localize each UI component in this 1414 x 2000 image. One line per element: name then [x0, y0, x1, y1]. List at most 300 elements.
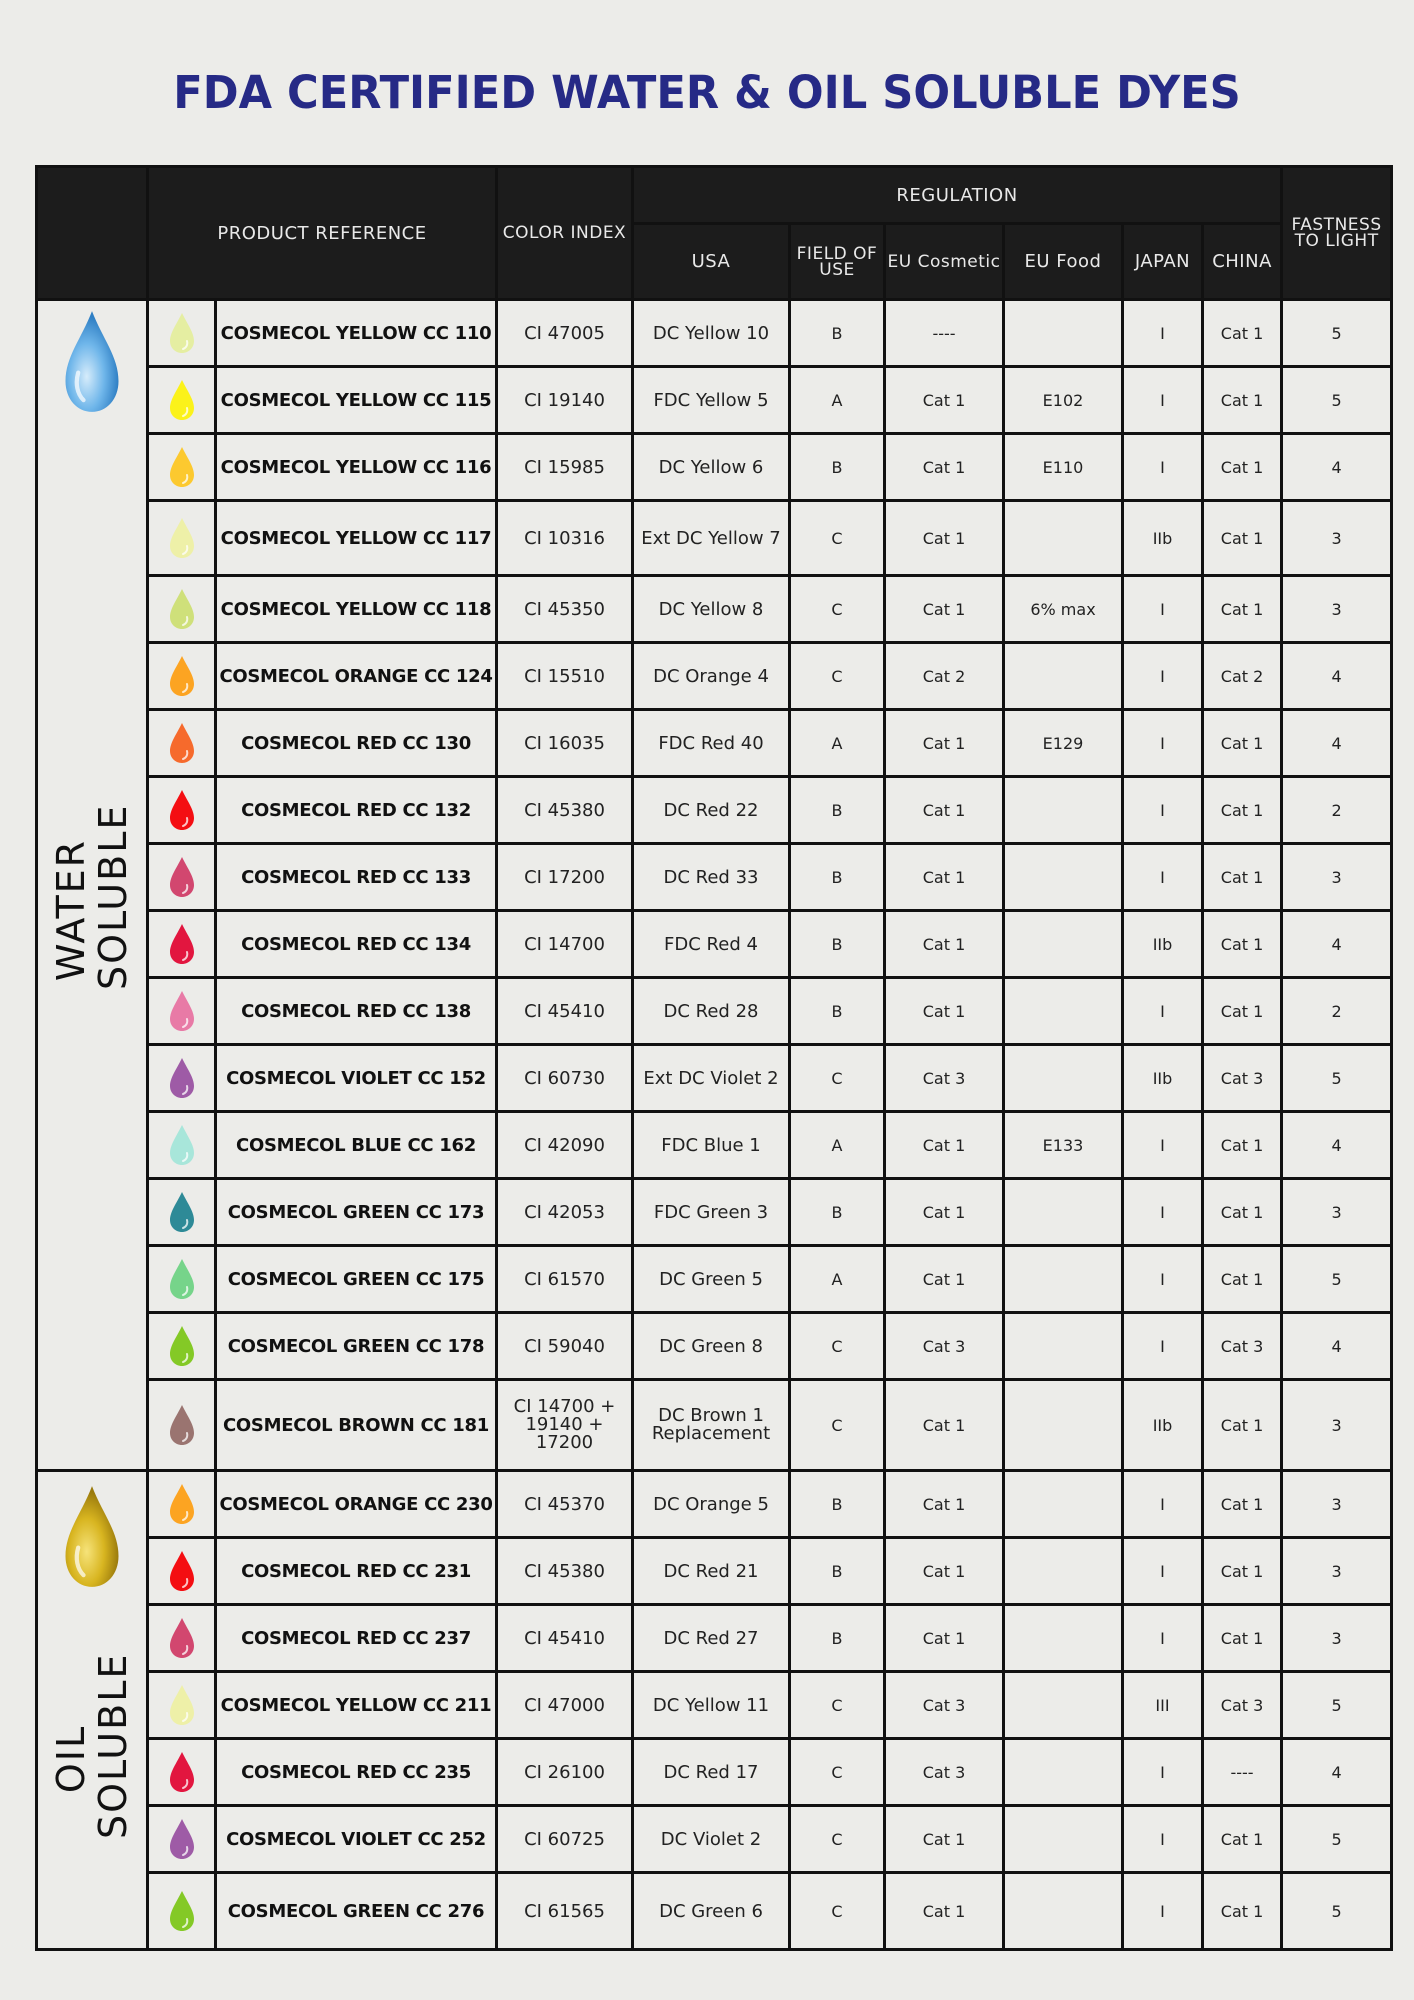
fastness-to-light: 4: [1282, 1313, 1392, 1380]
field-of-use: C: [790, 501, 885, 576]
china: Cat 3: [1203, 1313, 1282, 1380]
japan: I: [1123, 1313, 1203, 1380]
fastness-to-light: 5: [1282, 1246, 1392, 1313]
china: Cat 1: [1203, 576, 1282, 643]
usa-name: DC Yellow 6: [633, 434, 790, 501]
color-swatch-cell: [148, 777, 216, 844]
usa-name: FDC Blue 1: [633, 1112, 790, 1179]
japan: I: [1123, 844, 1203, 911]
eu-food: [1004, 300, 1123, 367]
china: Cat 1: [1203, 911, 1282, 978]
header-eu-food: EU Food: [1004, 224, 1123, 300]
field-of-use: C: [790, 1672, 885, 1739]
eu-cosmetic: Cat 3: [885, 1672, 1004, 1739]
color-swatch-cell: [148, 1313, 216, 1380]
eu-cosmetic: Cat 1: [885, 1538, 1004, 1605]
eu-food: [1004, 1179, 1123, 1246]
field-of-use: B: [790, 777, 885, 844]
water-soluble-label: WATER SOLUBLE: [49, 803, 135, 990]
color-drop-icon: [149, 1616, 214, 1660]
table-row: [37, 1739, 1392, 1806]
header-blank: [37, 167, 148, 300]
eu-cosmetic: ----: [885, 300, 1004, 367]
table-row: [37, 1380, 1392, 1471]
eu-cosmetic: Cat 1: [885, 777, 1004, 844]
color-swatch-cell: [148, 1179, 216, 1246]
product-name: COSMECOL RED CC 231: [216, 1538, 497, 1605]
china: Cat 3: [1203, 1672, 1282, 1739]
color-drop-icon: [149, 1123, 214, 1167]
eu-food: [1004, 1246, 1123, 1313]
color-swatch-cell: [148, 643, 216, 710]
usa-name: DC Red 33: [633, 844, 790, 911]
usa-name: Ext DC Yellow 7: [633, 501, 790, 576]
china: Cat 1: [1203, 1605, 1282, 1672]
eu-food: [1004, 1806, 1123, 1873]
table-row: [37, 501, 1392, 576]
field-of-use: B: [790, 1538, 885, 1605]
japan: I: [1123, 434, 1203, 501]
table-row: [37, 643, 1392, 710]
color-swatch-cell: [148, 1380, 216, 1471]
china: Cat 2: [1203, 643, 1282, 710]
eu-food: E129: [1004, 710, 1123, 777]
fastness-to-light: 4: [1282, 1739, 1392, 1806]
usa-name: DC Brown 1 Replacement: [633, 1380, 790, 1471]
color-drop-icon: [149, 1257, 214, 1301]
japan: I: [1123, 1112, 1203, 1179]
color-index: CI 15985: [497, 434, 633, 501]
japan: IIb: [1123, 1045, 1203, 1112]
header-field-of-use: FIELD OF USE: [790, 224, 885, 300]
field-of-use: B: [790, 844, 885, 911]
color-drop-icon: [149, 445, 214, 489]
product-name: COSMECOL BLUE CC 162: [216, 1112, 497, 1179]
product-name: COSMECOL ORANGE CC 230: [216, 1471, 497, 1538]
usa-name: Ext DC Violet 2: [633, 1045, 790, 1112]
color-swatch-cell: [148, 576, 216, 643]
fastness-to-light: 5: [1282, 300, 1392, 367]
page-title: FDA CERTIFIED WATER & OIL SOLUBLE DYES: [173, 66, 1241, 119]
field-of-use: C: [790, 1045, 885, 1112]
usa-name: FDC Green 3: [633, 1179, 790, 1246]
color-swatch-cell: [148, 367, 216, 434]
color-drop-icon: [149, 922, 214, 966]
product-name: COSMECOL RED CC 237: [216, 1605, 497, 1672]
color-index: CI 47000: [497, 1672, 633, 1739]
eu-food: [1004, 1538, 1123, 1605]
china: Cat 1: [1203, 1806, 1282, 1873]
japan: I: [1123, 576, 1203, 643]
color-swatch-cell: [148, 434, 216, 501]
table-row: [37, 367, 1392, 434]
color-drop-icon: [149, 378, 214, 422]
color-index: CI 42090: [497, 1112, 633, 1179]
china: Cat 1: [1203, 1538, 1282, 1605]
usa-name: DC Red 27: [633, 1605, 790, 1672]
eu-cosmetic: Cat 1: [885, 367, 1004, 434]
fastness-to-light: 3: [1282, 501, 1392, 576]
eu-cosmetic: Cat 1: [885, 1806, 1004, 1873]
field-of-use: C: [790, 1806, 885, 1873]
eu-food: [1004, 844, 1123, 911]
fastness-to-light: 4: [1282, 1112, 1392, 1179]
product-name: COSMECOL RED CC 132: [216, 777, 497, 844]
china: Cat 1: [1203, 777, 1282, 844]
color-swatch-cell: [148, 501, 216, 576]
color-drop-icon: [149, 587, 214, 631]
eu-food: [1004, 978, 1123, 1045]
japan: I: [1123, 1179, 1203, 1246]
table-row: [37, 576, 1392, 643]
product-name: COSMECOL RED CC 133: [216, 844, 497, 911]
color-index: CI 14700: [497, 911, 633, 978]
color-index: CI 45350: [497, 576, 633, 643]
color-swatch-cell: [148, 1471, 216, 1538]
color-drop-icon: [149, 654, 214, 698]
color-drop-icon: [149, 1482, 214, 1526]
japan: I: [1123, 300, 1203, 367]
product-name: COSMECOL YELLOW CC 116: [216, 434, 497, 501]
eu-cosmetic: Cat 1: [885, 978, 1004, 1045]
header-china: CHINA: [1203, 224, 1282, 300]
product-name: COSMECOL YELLOW CC 117: [216, 501, 497, 576]
fastness-to-light: 3: [1282, 576, 1392, 643]
table-row: [37, 978, 1392, 1045]
fastness-to-light: 4: [1282, 643, 1392, 710]
color-swatch-cell: [148, 911, 216, 978]
color-index: CI 16035: [497, 710, 633, 777]
field-of-use: A: [790, 367, 885, 434]
usa-name: FDC Red 4: [633, 911, 790, 978]
table-row: [37, 300, 1392, 367]
color-swatch-cell: [148, 1045, 216, 1112]
eu-food: E110: [1004, 434, 1123, 501]
china: Cat 1: [1203, 978, 1282, 1045]
color-index: CI 45410: [497, 1605, 633, 1672]
eu-food: E133: [1004, 1112, 1123, 1179]
color-drop-icon: [149, 311, 214, 355]
usa-name: DC Yellow 11: [633, 1672, 790, 1739]
china: Cat 1: [1203, 1471, 1282, 1538]
usa-name: DC Green 8: [633, 1313, 790, 1380]
usa-name: DC Red 21: [633, 1538, 790, 1605]
eu-food: E102: [1004, 367, 1123, 434]
color-drop-icon: [149, 788, 214, 832]
oil-drop-icon: [59, 1484, 125, 1594]
usa-name: FDC Red 40: [633, 710, 790, 777]
color-swatch-cell: [148, 1806, 216, 1873]
table-row: [37, 1045, 1392, 1112]
usa-name: DC Red 17: [633, 1739, 790, 1806]
field-of-use: A: [790, 1246, 885, 1313]
field-of-use: C: [790, 643, 885, 710]
color-index: CI 61570: [497, 1246, 633, 1313]
color-index: CI 60730: [497, 1045, 633, 1112]
eu-food: [1004, 911, 1123, 978]
color-index: CI 59040: [497, 1313, 633, 1380]
color-swatch-cell: [148, 1538, 216, 1605]
color-drop-icon: [149, 1403, 214, 1447]
eu-cosmetic: Cat 1: [885, 1471, 1004, 1538]
color-index: CI 45370: [497, 1471, 633, 1538]
color-drop-icon: [149, 1750, 214, 1794]
china: Cat 1: [1203, 501, 1282, 576]
color-drop-icon: [149, 516, 214, 560]
china: Cat 1: [1203, 1246, 1282, 1313]
dye-table: [35, 165, 1393, 1951]
fastness-to-light: 5: [1282, 1045, 1392, 1112]
product-name: COSMECOL YELLOW CC 118: [216, 576, 497, 643]
table-row: [37, 1112, 1392, 1179]
japan: I: [1123, 710, 1203, 777]
color-index: CI 45380: [497, 1538, 633, 1605]
color-swatch-cell: [148, 1873, 216, 1950]
usa-name: DC Violet 2: [633, 1806, 790, 1873]
eu-food: [1004, 1605, 1123, 1672]
fastness-to-light: 2: [1282, 978, 1392, 1045]
usa-name: DC Orange 4: [633, 643, 790, 710]
field-of-use: B: [790, 300, 885, 367]
header-usa: USA: [633, 224, 790, 300]
eu-food: [1004, 1471, 1123, 1538]
table-row: [37, 1538, 1392, 1605]
fastness-to-light: 5: [1282, 367, 1392, 434]
japan: I: [1123, 367, 1203, 434]
color-swatch-cell: [148, 1605, 216, 1672]
fastness-to-light: 3: [1282, 1471, 1392, 1538]
product-name: COSMECOL RED CC 134: [216, 911, 497, 978]
color-index: CI 61565: [497, 1873, 633, 1950]
header-regulation: REGULATION: [633, 167, 1282, 224]
fastness-to-light: 3: [1282, 1538, 1392, 1605]
fastness-to-light: 4: [1282, 434, 1392, 501]
eu-food: [1004, 1380, 1123, 1471]
header-japan: JAPAN: [1123, 224, 1203, 300]
eu-cosmetic: Cat 1: [885, 501, 1004, 576]
header-eu-cosmetic: EU Cosmetic: [885, 224, 1004, 300]
field-of-use: B: [790, 978, 885, 1045]
eu-food: [1004, 1045, 1123, 1112]
eu-cosmetic: Cat 1: [885, 1179, 1004, 1246]
japan: I: [1123, 777, 1203, 844]
field-of-use: B: [790, 1605, 885, 1672]
color-index: CI 14700 + 19140 + 17200: [497, 1380, 633, 1471]
china: Cat 1: [1203, 710, 1282, 777]
color-index: CI 47005: [497, 300, 633, 367]
usa-name: DC Yellow 10: [633, 300, 790, 367]
color-drop-icon: [149, 1056, 214, 1100]
oil-soluble-label: OIL SOLUBLE: [49, 1652, 135, 1839]
table-row: [37, 777, 1392, 844]
color-index: CI 42053: [497, 1179, 633, 1246]
china: Cat 1: [1203, 300, 1282, 367]
eu-food: 6% max: [1004, 576, 1123, 643]
eu-food: [1004, 777, 1123, 844]
color-index: CI 10316: [497, 501, 633, 576]
color-swatch-cell: [148, 978, 216, 1045]
color-drop-icon: [149, 1889, 214, 1933]
color-drop-icon: [149, 1549, 214, 1593]
eu-food: [1004, 1313, 1123, 1380]
eu-food: [1004, 1739, 1123, 1806]
field-of-use: C: [790, 1739, 885, 1806]
china: Cat 3: [1203, 1045, 1282, 1112]
color-index: CI 45410: [497, 978, 633, 1045]
eu-cosmetic: Cat 1: [885, 911, 1004, 978]
usa-name: DC Orange 5: [633, 1471, 790, 1538]
china: Cat 1: [1203, 1179, 1282, 1246]
table-row: [37, 710, 1392, 777]
water-drop-icon: [59, 309, 125, 419]
table-body: [37, 300, 1392, 1950]
color-index: CI 45380: [497, 777, 633, 844]
table-row: [37, 1873, 1392, 1950]
product-name: COSMECOL RED CC 138: [216, 978, 497, 1045]
fastness-to-light: 5: [1282, 1806, 1392, 1873]
eu-food: [1004, 1672, 1123, 1739]
table-row: [37, 1605, 1392, 1672]
china: Cat 1: [1203, 1873, 1282, 1950]
china: ----: [1203, 1739, 1282, 1806]
usa-name: DC Yellow 8: [633, 576, 790, 643]
field-of-use: B: [790, 1179, 885, 1246]
eu-cosmetic: Cat 1: [885, 1873, 1004, 1950]
japan: IIb: [1123, 501, 1203, 576]
product-name: COSMECOL BROWN CC 181: [216, 1380, 497, 1471]
japan: I: [1123, 1739, 1203, 1806]
color-index: CI 17200: [497, 844, 633, 911]
color-drop-icon: [149, 1324, 214, 1368]
color-index: CI 15510: [497, 643, 633, 710]
field-of-use: C: [790, 1873, 885, 1950]
product-name: COSMECOL VIOLET CC 152: [216, 1045, 497, 1112]
table-row: [37, 1806, 1392, 1873]
eu-cosmetic: Cat 3: [885, 1313, 1004, 1380]
header-fastness: FASTNESS TO LIGHT: [1282, 167, 1392, 300]
eu-food: [1004, 1873, 1123, 1950]
japan: IIb: [1123, 1380, 1203, 1471]
field-of-use: B: [790, 911, 885, 978]
usa-name: FDC Yellow 5: [633, 367, 790, 434]
usa-name: DC Red 28: [633, 978, 790, 1045]
china: Cat 1: [1203, 844, 1282, 911]
china: Cat 1: [1203, 1380, 1282, 1471]
product-name: COSMECOL GREEN CC 173: [216, 1179, 497, 1246]
field-of-use: C: [790, 1380, 885, 1471]
table-row: [37, 844, 1392, 911]
japan: I: [1123, 1605, 1203, 1672]
product-name: COSMECOL RED CC 235: [216, 1739, 497, 1806]
fastness-to-light: 2: [1282, 777, 1392, 844]
field-of-use: C: [790, 1313, 885, 1380]
table-header: [37, 167, 1392, 300]
eu-cosmetic: Cat 1: [885, 1246, 1004, 1313]
header-color-index: COLOR INDEX: [497, 167, 633, 300]
usa-name: DC Green 6: [633, 1873, 790, 1950]
japan: I: [1123, 1873, 1203, 1950]
table-row: [37, 1246, 1392, 1313]
product-name: COSMECOL YELLOW CC 110: [216, 300, 497, 367]
color-drop-icon: [149, 855, 214, 899]
product-name: COSMECOL YELLOW CC 211: [216, 1672, 497, 1739]
japan: I: [1123, 1471, 1203, 1538]
water-soluble-group: [37, 300, 148, 1471]
product-name: COSMECOL VIOLET CC 252: [216, 1806, 497, 1873]
table-row: [37, 911, 1392, 978]
usa-name: DC Green 5: [633, 1246, 790, 1313]
eu-cosmetic: Cat 1: [885, 710, 1004, 777]
japan: I: [1123, 978, 1203, 1045]
table-row: [37, 434, 1392, 501]
field-of-use: A: [790, 710, 885, 777]
fastness-to-light: 3: [1282, 1605, 1392, 1672]
field-of-use: A: [790, 1112, 885, 1179]
color-drop-icon: [149, 1817, 214, 1861]
header-product-reference: PRODUCT REFERENCE: [148, 167, 497, 300]
eu-cosmetic: Cat 3: [885, 1739, 1004, 1806]
product-name: COSMECOL GREEN CC 276: [216, 1873, 497, 1950]
product-name: COSMECOL RED CC 130: [216, 710, 497, 777]
fastness-to-light: 3: [1282, 1380, 1392, 1471]
japan: I: [1123, 1806, 1203, 1873]
fastness-to-light: 4: [1282, 710, 1392, 777]
japan: I: [1123, 1246, 1203, 1313]
oil-soluble-group: [37, 1471, 148, 1950]
china: Cat 1: [1203, 434, 1282, 501]
field-of-use: C: [790, 576, 885, 643]
eu-food: [1004, 501, 1123, 576]
color-swatch-cell: [148, 1739, 216, 1806]
field-of-use: B: [790, 1471, 885, 1538]
table-row: [37, 1179, 1392, 1246]
table-row: [37, 1471, 1392, 1538]
field-of-use: B: [790, 434, 885, 501]
product-name: COSMECOL ORANGE CC 124: [216, 643, 497, 710]
color-swatch-cell: [148, 1672, 216, 1739]
usa-name: DC Red 22: [633, 777, 790, 844]
china: Cat 1: [1203, 367, 1282, 434]
color-drop-icon: [149, 1683, 214, 1727]
japan: III: [1123, 1672, 1203, 1739]
color-swatch-cell: [148, 300, 216, 367]
table-row: [37, 1313, 1392, 1380]
japan: I: [1123, 1538, 1203, 1605]
japan: I: [1123, 643, 1203, 710]
eu-cosmetic: Cat 1: [885, 434, 1004, 501]
eu-cosmetic: Cat 2: [885, 643, 1004, 710]
fastness-to-light: 3: [1282, 1179, 1392, 1246]
color-index: CI 26100: [497, 1739, 633, 1806]
eu-cosmetic: Cat 3: [885, 1045, 1004, 1112]
eu-cosmetic: Cat 1: [885, 1380, 1004, 1471]
eu-cosmetic: Cat 1: [885, 1112, 1004, 1179]
eu-cosmetic: Cat 1: [885, 1605, 1004, 1672]
product-name: COSMECOL GREEN CC 178: [216, 1313, 497, 1380]
color-swatch-cell: [148, 1112, 216, 1179]
color-swatch-cell: [148, 844, 216, 911]
color-swatch-cell: [148, 1246, 216, 1313]
color-index: CI 60725: [497, 1806, 633, 1873]
japan: IIb: [1123, 911, 1203, 978]
eu-food: [1004, 643, 1123, 710]
fastness-to-light: 5: [1282, 1672, 1392, 1739]
color-drop-icon: [149, 721, 214, 765]
product-name: COSMECOL GREEN CC 175: [216, 1246, 497, 1313]
color-index: CI 19140: [497, 367, 633, 434]
color-swatch-cell: [148, 710, 216, 777]
color-drop-icon: [149, 989, 214, 1033]
